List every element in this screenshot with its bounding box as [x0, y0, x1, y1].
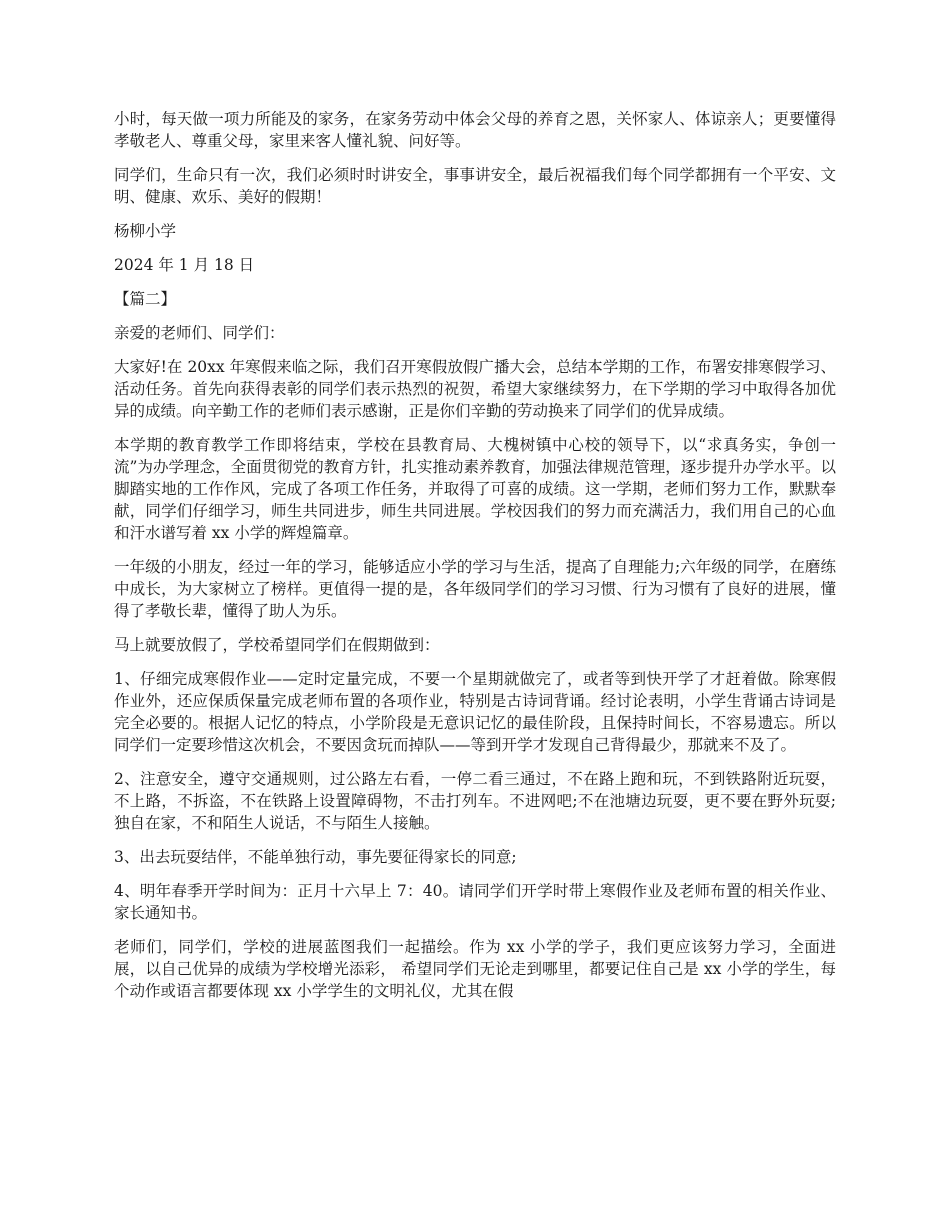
list-item-companionship: 3、出去玩耍结伴，不能单独行动，事先要征得家长的同意; [114, 848, 517, 866]
list-item-homework: 1、仔细完成寒假作业——定时定量完成，不要一个星期就做完了，或者等到快开学了才赶着做。除寒假作业外，还应保质保量完成老师布置的各项作业，特别是古诗词背诵。经讨论表明，小学生背诵古诗词是完全必要的。根据人记忆的特点，小学阶段是无意识记忆的最佳阶段，且保持时间长，不容易遗忘。所以同学们一定要珍惜这次机会，不要因贪玩而掉队——等到开学才发现自己背得最少，那就来不及了。 [114, 670, 836, 754]
paragraph-semester-summary: 本学期的教育教学工作即将结束，学校在县教育局、大槐树镇中心校的领导下，以“求真务实，争创一流”为办学理念，全面贯彻党的教育方针，扎实推动素养教育，加强法律规范管理，逐步提升办学水平。以脚踏实地的工作作风，完成了各项工作任务，并取得了可喜的成绩。这一学期，老师们努力工作，默默奉献，同学们仔细学习，师生共同进步，师生共同进展。学校因我们的努力而充满活力，我们用自己的心血和汗水谱写着 xx 小学的辉煌篇章。 [114, 436, 836, 542]
paragraph-closing: 老师们，同学们，学校的进展蓝图我们一起描绘。作为 xx 小学的学子，我们更应该努力学习，全面进展，以自己优异的成绩为学校增光添彩， 希望同学们无论走到哪里，都要记住自己是 xx 小学的学生，每个动作或语言都要体现 xx 小学学生的文明礼仪，尤其在假 [114, 938, 836, 1000]
paragraph-greeting: 大家好!在 20xx 年寒假来临之际，我们召开寒假放假广播大会，总结本学期的工作，布署安排寒假学习、活动任务。首先向获得表彰的同学们表示热烈的祝贺，希望大家继续努力，在下学期的学习中取得各加优异的成绩。向辛勤工作的老师们表示感谢，正是你们辛勤的劳动换来了同学们的优异成绩。 [114, 358, 836, 420]
signature-school-name: 杨柳小学 [114, 222, 177, 240]
paragraph-household-chores: 小时，每天做一项力所能及的家务，在家务劳动中体会父母的养育之恩，关怀家人、体谅亲人；更要懂得孝敬老人、尊重父母，家里来客人懂礼貌、问好等。 [114, 110, 836, 150]
paragraph-student-progress: 一年级的小朋友，经过一年的学习，能够适应小学的学习与生活，提高了自理能力;六年级的同学，在磨练中成长，为大家树立了榜样。更值得一提的是，各年级同学们的学习习惯、行为习惯有了良好的进展，懂得了孝敬长辈，懂得了助人为乐。 [114, 558, 836, 620]
document-page [114, 108, 836, 1014]
signature-date: 2024 年 1 月 18 日 [114, 256, 255, 274]
list-item-safety: 2、注意安全，遵守交通规则，过公路左右看，一停二看三通过，不在路上跑和玩，不到铁路附近玩耍，不上路，不拆盗，不在铁路上设置障碍物，不击打列车。不进网吧;不在池塘边玩耍，更不要在野外玩耍;独自在家，不和陌生人说话，不与陌生人接触。 [114, 770, 836, 832]
salutation: 亲爱的老师们、同学们： [114, 324, 285, 342]
section-heading-part-two: 【篇二】 [114, 290, 177, 308]
paragraph-safety-wishes: 同学们，生命只有一次，我们必须时时讲安全，事事讲安全，最后祝福我们每个同学都拥有一个平安、文明、健康、欢乐、美好的假期！ [114, 166, 836, 206]
paragraph-holiday-intro: 马上就要放假了，学校希望同学们在假期做到： [114, 636, 440, 654]
list-item-school-start: 4、明年春季开学时间为：正月十六早上 7：40。请同学们开学时带上寒假作业及老师布置的相关作业、家长通知书。 [114, 882, 836, 922]
